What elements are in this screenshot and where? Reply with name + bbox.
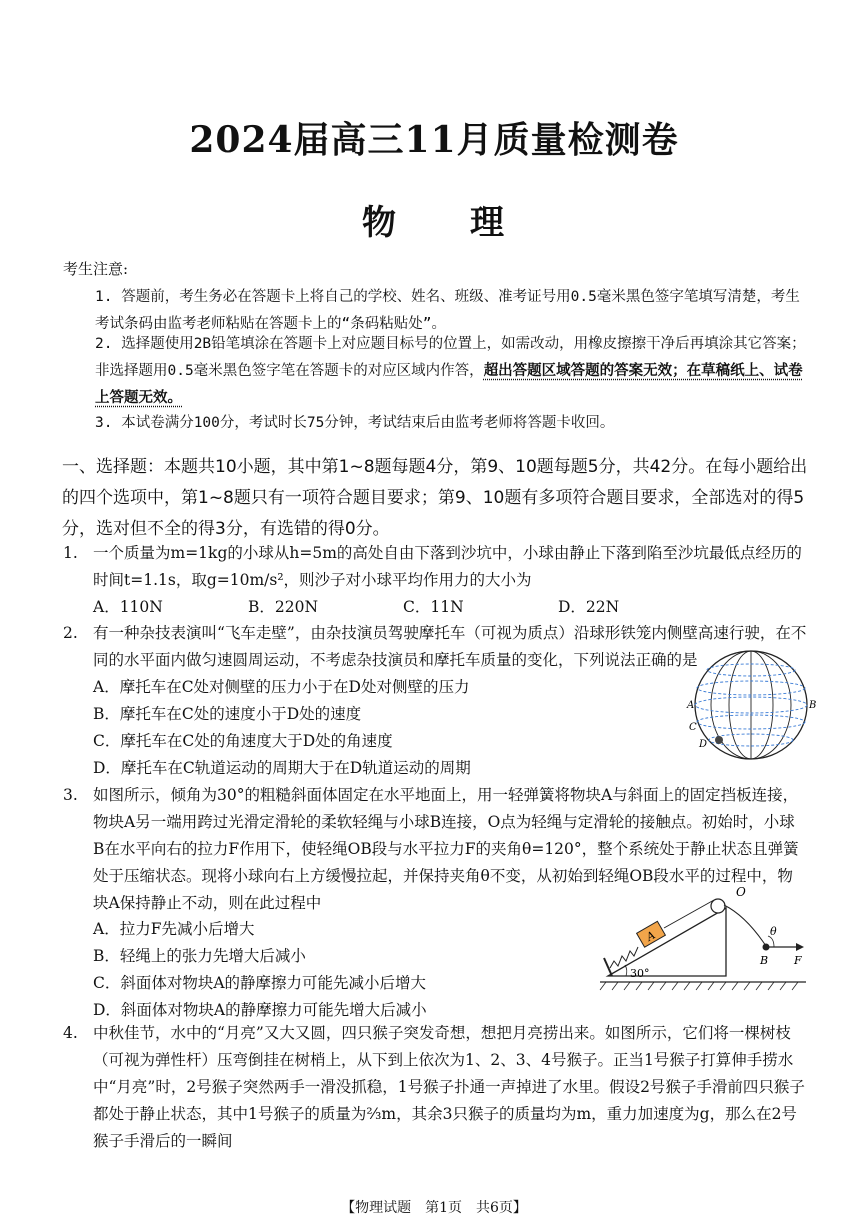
question-stem: 有一种杂技表演叫“飞车走壁”，由杂技演员驾驶摩托车（可视为质点）沿球形铁笼内侧壁高速行驶，在不同的水平面内做匀速圆周运动，不考虑杂技演员和摩托车质量的变化，下列说法正确的是 xyxy=(93,624,807,669)
question-options xyxy=(93,674,693,782)
option-a: A．拉力F先减小后增大 xyxy=(93,920,255,938)
notice-heading: 考生注意: xyxy=(63,260,129,278)
motorcycle-icon xyxy=(715,736,723,744)
notice-item-3: 3. 本试卷满分100分，考试时长75分钟，考试结束后由监考老师将答题卡收回。 xyxy=(95,415,615,431)
question-number: 1. xyxy=(63,544,78,562)
notice-item-2 xyxy=(95,331,807,412)
question-stem: 一个质量为m=1kg的小球从h=5m的高处自由下落到沙坑中，小球由静止下落到陷至沙坑最低点经历的时间t=1.1s，取g=10m/s²，则沙子对小球平均作用力的大小为 xyxy=(93,544,802,589)
figure-label: θ xyxy=(770,925,777,938)
figure-label: B xyxy=(809,700,817,711)
question-number: 4. xyxy=(63,1024,78,1042)
question-1 xyxy=(63,540,811,620)
question-number: 3. xyxy=(63,786,78,804)
question-number: 2. xyxy=(63,624,78,642)
question-4 xyxy=(63,1020,811,1160)
option-b: B．摩托车在C处的速度小于D处的速度 xyxy=(93,705,362,723)
figure-label: C xyxy=(689,722,697,733)
option-b: B．轻绳上的张力先增大后减小 xyxy=(93,947,306,965)
notice-item-2-text: 2. 选择题使用2B铅笔填涂在答题卡上对应题目标号的位置上，如需改动，用橡皮擦擦干净后再填涂其它答案；非选择题用0.5毫米黑色签字笔在答题卡的对应区域内作答， xyxy=(95,336,806,379)
option-d: D．斜面体对物块A的静摩擦力可能先增大后减小 xyxy=(93,1001,427,1019)
spring xyxy=(610,947,638,968)
section-one-heading: 一、选择题：本题共10小题，其中第1~8题每题4分，第9、10题每题5分，共42分。在每小题给出的四个选项中，第1~8题只有一项符合题目要求；第9、10题有多项符合题目要求，全部选对的得5分，选对但不全的得3分，有选错的得0分。 xyxy=(62,457,808,539)
page-footer: 【物理试题 第1页 共6页】 xyxy=(341,1200,527,1216)
figure-label: D xyxy=(699,739,708,750)
option-c: C．摩托车在C处的角速度大于D处的角速度 xyxy=(93,732,393,750)
option-c: C．11N xyxy=(403,598,464,616)
figure-label: 30° xyxy=(630,967,650,980)
option-a: A．110N xyxy=(93,598,163,616)
notice-item-2-emphasis: 超出答题区域答题的答案无效；在草稿纸上、试卷上答题无效。 xyxy=(95,363,803,406)
option-d: D．摩托车在C轨道运动的周期大于在D轨道运动的周期 xyxy=(93,759,471,777)
pulley xyxy=(711,899,725,913)
notice-item-1: 1. 答题前，考生务必在答题卡上将自己的学校、姓名、班级、准考证号用0.5毫米黑色签字笔填写清楚，考生考试条码由监考老师粘贴在答题卡上的“条码粘贴处”。 xyxy=(95,289,800,332)
option-c: C．斜面体对物块A的静摩擦力可能先减小后增大 xyxy=(93,974,427,992)
figure-label: O xyxy=(736,885,746,899)
question-stem: 中秋佳节，水中的“月亮”又大又圆，四只猴子突发奇想，想把月亮捞出来。如图所示，它们将一棵树枝（可视为弹性杆）压弯倒挂在树梢上，从下到上依次为1、2、3、4号猴子。正当1号猴子打算伸手捞水中“月亮”时，2号猴子突然两手一滑没抓稳，1号猴子扑通一声掉进了水里。假设2号猴子手滑前四只猴子都处于静止状态，其中1号猴子的质量为⅔m，其余3只猴子的质量均为m，重力加速度为g，那么在2号猴子手滑后的一瞬间 xyxy=(93,1024,805,1150)
subject-title: 物 理 xyxy=(362,203,506,243)
exam-title: 2024届高三11月质量检测卷 xyxy=(189,119,679,161)
question-options xyxy=(93,916,593,1024)
figure-label: B xyxy=(760,954,769,967)
figure-label: F xyxy=(794,954,802,967)
figure-label: A xyxy=(687,700,695,711)
option-d: D．22N xyxy=(558,598,620,616)
question-stem: 如图所示，倾角为30°的粗糙斜面体固定在水平地面上，用一轻弹簧将物块A与斜面上的固定挡板连接，物块A另一端用跨过光滑定滑轮的柔软轻绳与小球B连接，O点为轻绳与定滑轮的接触点。初始时，小球B在水平向右的拉力F作用下，使轻绳OB段与水平拉力F的夹角θ=120°，整个系统处于静止状态且弹簧处于压缩状态。现将小球向右上方缓慢拉起，并保持夹角θ不变，从初始到轻绳OB段水平的过程中，物块A保持静止不动，则在此过程中 xyxy=(93,786,799,912)
option-a: A．摩托车在C处对侧壁的压力小于在D处对侧壁的压力 xyxy=(93,678,470,696)
incline-figure xyxy=(596,884,811,996)
sphere-cage-figure xyxy=(683,648,823,763)
question-options xyxy=(93,594,811,621)
figure-label: A xyxy=(644,928,658,944)
option-b: B．220N xyxy=(248,598,319,616)
